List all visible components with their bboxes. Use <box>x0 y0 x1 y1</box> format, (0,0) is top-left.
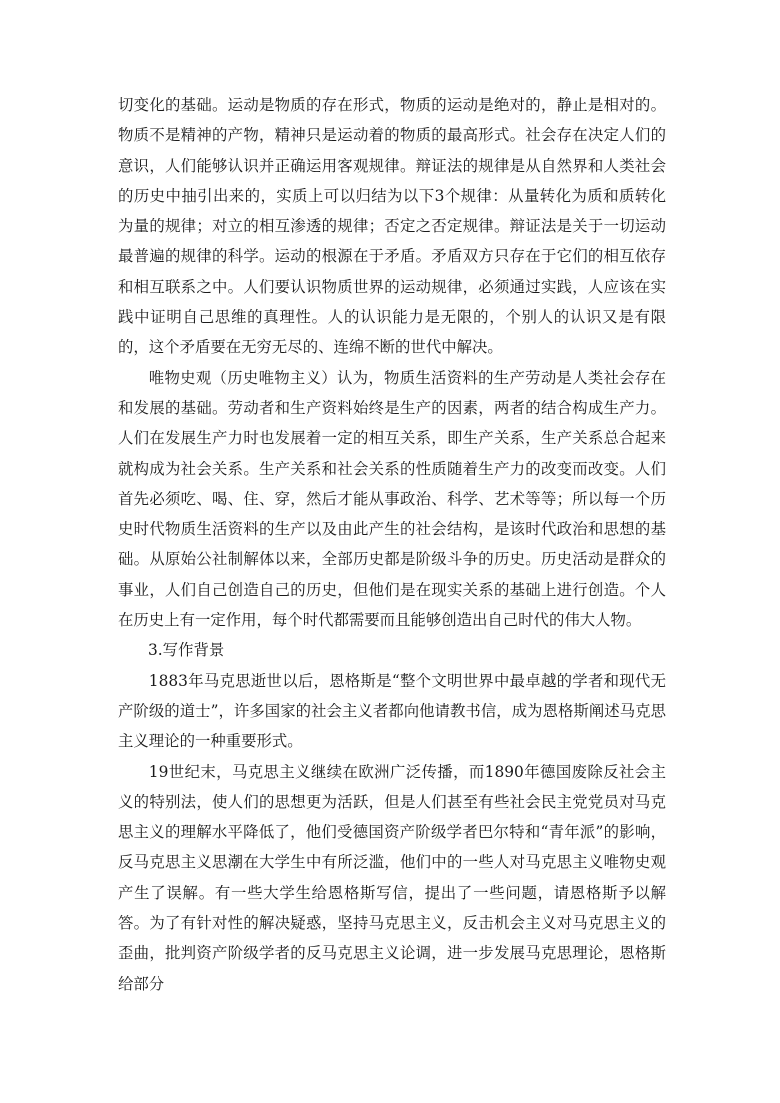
paragraph-engels-letters: 1883年马克思逝世以后，恩格斯是“整个文明世界中最卓越的学者和现代无产阶级的道士”，许多国家的社会主义者都向他请教书信，成为恩格斯阐述马克思主义理论的一种重要形式。 <box>118 671 666 751</box>
document-body <box>118 90 666 999</box>
section-heading-writing-background: 3.写作背景 <box>148 641 225 660</box>
paragraph-historical-materialism: 唯物史观（历史唯物主义）认为，物质生活资料的生产劳动是人类社会存在和发展的基础。劳动者和生产资料始终是生产的因素，两者的结合构成生产力。人们在发展生产力时也发展着一定的相互关系，即生产关系，生产关系总合起来就构成为社会关系。生产关系和社会关系的性质随着生产力的改变而改变。人们首先必须吃、喝、住、穿，然后才能从事政治、科学、艺术等等；所以每一个历史时代物质生活资料的生产以及由此产生的社会结构，是该时代政治和思想的基础。从原始公社制解体以来，全部历史都是阶级斗争的历史。历史活动是群众的事业，人们自己创造自己的历史，但他们是在现实关系的基础上进行创造。个人在历史上有一定作用，每个时代都需要而且能够创造出自己时代的伟大人物。 <box>118 368 666 630</box>
paragraph-continuation: 切变化的基础。运动是物质的存在形式，物质的运动是绝对的，静止是相对的。物质不是精神的产物，精神只是运动着的物质的最高形式。社会存在决定人们的意识，人们能够认识并正确运用客观规律。辩证法的规律是从自然界和人类社会的历史中抽引出来的，实质上可以归结为以下3个规律：从量转化为质和质转化为量的规律；对立的相互渗透的规律；否定之否定规律。辩证法是关于一切运动最普遍的规律的科学。运动的根源在于矛盾。矛盾双方只存在于它们的相互依存和相互联系之中。人们要认识物质世界的运动规律，必须通过实践，人应该在实践中证明自己思维的真理性。人的认识能力是无限的，个别人的认识又是有限的，这个矛盾要在无穷无尽的、连绵不断的世代中解决。 <box>118 96 666 357</box>
paragraph-late-19th-century: 19世纪末，马克思主义继续在欧洲广泛传播，而1890年德国废除反社会主义的特别法，使人们的思想更为活跃，但是人们甚至有些社会民主党党员对马克思主义的理解水平降低了，他们受德国资产阶级学者巴尔特和“青年派”的影响，反马克思主义思潮在大学生中有所泛滥，他们中的一些人对马克思主义唯物史观产生了误解。有一些大学生给恩格斯写信，提出了一些问题，请恩格斯予以解答。为了有针对性的解决疑惑，坚持马克思主义，反击机会主义对马克思主义的歪曲，批判资产阶级学者的反马克思主义论调，进一步发展马克思理论，恩格斯给部分 <box>118 762 666 993</box>
